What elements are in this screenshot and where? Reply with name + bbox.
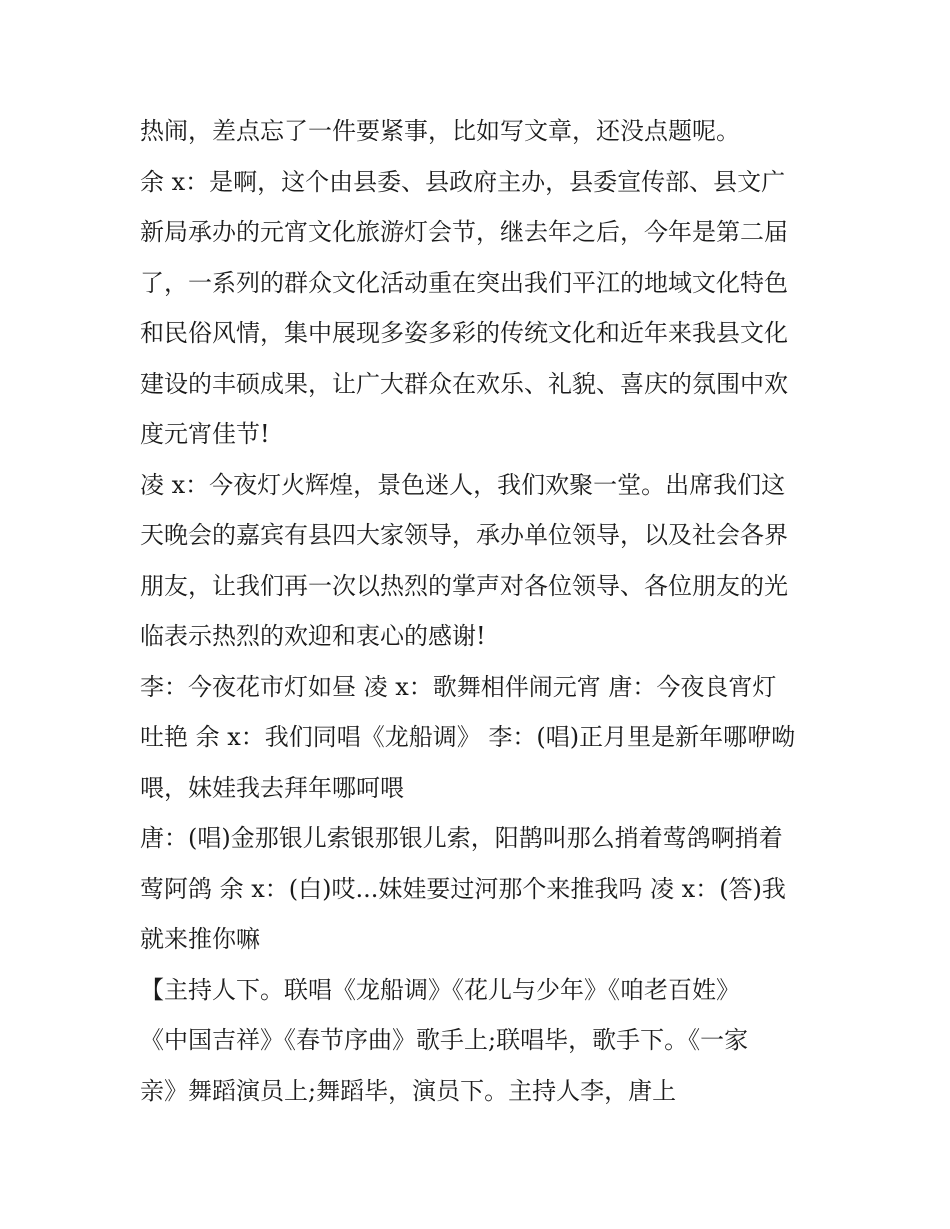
paragraph-5 <box>140 813 820 965</box>
text-line: 热闹，差点忘了一件要紧事，比如写文章，还没点题呢。 <box>140 117 740 145</box>
text-line: 《中国吉祥》《春节序曲》歌手上;联唱毕，歌手下。《一家 <box>140 1026 749 1054</box>
paragraph-3 <box>140 460 820 662</box>
text-line: 建设的丰硕成果，让广大群众在欢乐、礼貌、喜庆的氛围中欢 <box>140 369 788 398</box>
text-line: 李：今夜花市灯如昼 凌 x：歌舞相伴闹元宵 唐：今夜良宵灯 <box>140 672 777 701</box>
text-line: 新局承办的元宵文化旅游灯会节，继去年之后，今年是第二届 <box>140 218 788 246</box>
text-line: 莺阿鸽 余 x：(白)哎...妹娃要过河那个来推我吗 凌 x：(答)我 <box>140 874 786 903</box>
text-line: 临表示热烈的欢迎和衷心的感谢! <box>140 622 486 650</box>
text-line: 凌 x：今夜灯火辉煌，景色迷人，我们欢聚一堂。出席我们这 <box>140 470 786 499</box>
paragraph-1 <box>140 106 820 157</box>
text-line: 朋友，让我们再一次以热烈的掌声对各位领导、各位朋友的光 <box>140 571 788 600</box>
document-page <box>140 106 820 1116</box>
text-line: 唐：(唱)金那银儿索银那银儿索，阳鹊叫那么捎着莺鸽啊捎着 <box>140 824 783 852</box>
text-line: 天晚会的嘉宾有县四大家领导，承办单位领导，以及社会各界 <box>140 521 788 549</box>
text-line: 度元宵佳节! <box>140 420 270 448</box>
text-line: 【主持人下。联唱《龙船调》《花儿与少年》《咱老百姓》 <box>140 975 740 1004</box>
text-line: 亲》舞蹈演员上;舞蹈毕，演员下。主持人李，唐上 <box>140 1076 677 1105</box>
text-line: 了，一系列的群众文化活动重在突出我们平江的地域文化特色 <box>140 268 788 297</box>
paragraph-6 <box>140 965 820 1117</box>
text-line: 就来推你嘛 <box>140 925 260 953</box>
paragraph-2 <box>140 157 820 460</box>
text-line: 和民俗风情，集中展现多姿多彩的传统文化和近年来我县文化 <box>140 319 788 347</box>
text-line: 吐艳 余 x：我们同唱《龙船调》 李：(唱)正月里是新年哪咿呦 <box>140 723 796 751</box>
paragraph-4 <box>140 662 820 814</box>
text-line: 喂，妹娃我去拜年哪呵喂 <box>140 773 404 802</box>
text-line: 余 x：是啊，这个由县委、县政府主办，县委宣传部、县文广 <box>140 167 786 196</box>
